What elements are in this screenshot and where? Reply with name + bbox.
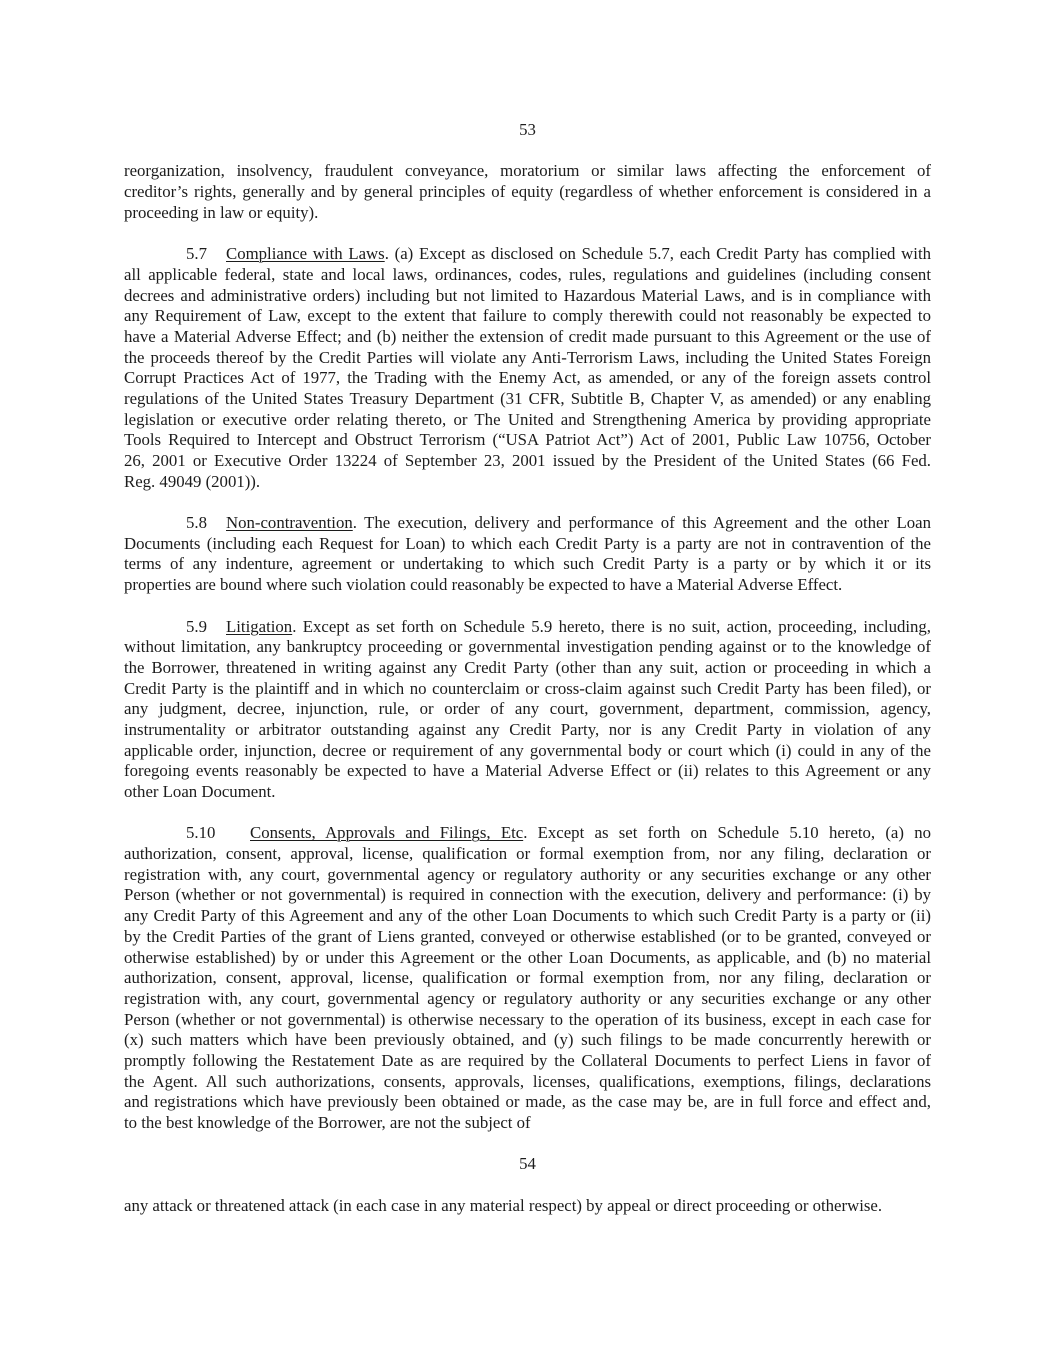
- paragraph-line: terms of any indenture, agreement or undertaking to which such Credit Party is a party or by which it or its: [124, 554, 931, 574]
- paragraph-line: applicable order, injunction, decree or requirement of any governmental body or court which (i) could in any of the: [124, 740, 931, 760]
- spacer: [124, 141, 931, 162]
- spacer: [124, 803, 931, 824]
- paragraph-line: Credit Party is the plaintiff and in which no counterclaim or cross-claim against such Credit Party has been filed), or: [124, 678, 931, 698]
- paragraph-line: Documents (including each Request for Loan) to which each Credit Party is a party are not in contravention of the: [124, 533, 931, 553]
- paragraph-line: Person (whether or not governmental) is required in connection with the execution, delivery and performance: (i) by: [124, 885, 931, 905]
- paragraph-line: otherwise established) by or under this Agreement or the other Loan Documents, as applicable, and (b) no material: [124, 947, 931, 967]
- paragraph-line: any judgment, decree, injunction, rule, or order of any court, government, department, commission, agency,: [124, 699, 931, 719]
- section-5-7: [124, 244, 931, 492]
- intro-paragraph: [124, 161, 931, 223]
- paragraph-line: the Agent. All such authorizations, consents, approvals, licenses, qualifications, exemptions, filings, declarations: [124, 1071, 931, 1091]
- section-heading-line: [124, 823, 931, 844]
- page-number-top: 53: [519, 120, 536, 139]
- paragraph-line: the Borrower, threatened in writing against any Credit Party (other than any suit, action or proceeding in which a: [124, 657, 931, 677]
- paragraph-line: authorization, consent, approval, license, qualification or formal exemption from, nor any filing, declaration or: [124, 844, 931, 864]
- section-number: 5.8: [186, 513, 207, 533]
- paragraph-line: Reg. 49049 (2001)).: [124, 471, 261, 491]
- paragraph-line: other Loan Document.: [124, 782, 276, 801]
- paragraph-text: . (a) Except as disclosed on Schedule 5.7, each Credit Party has complied with: [384, 244, 931, 264]
- paragraph-line: and registrations which have previously been obtained or made, as the case may be, are in full force and effect and,: [124, 1092, 931, 1112]
- paragraph-line: registration with, any court, governmental agency or regulatory authority or any securities exchange or any other: [124, 864, 931, 884]
- paragraph-line: (x) such matters which have been previously obtained, and (y) such filings to be made concurrently herewith or: [124, 1030, 931, 1050]
- paragraph-line: instrumentality or arbitrator outstanding against any Credit Party, nor is any Credit Party in violation of any: [124, 719, 931, 739]
- paragraph-line: regulations of the United States Treasury Department (31 CFR, Subtitle B, Chapter V, as amended) or any enabling: [124, 388, 931, 408]
- section-number: 5.10: [186, 823, 216, 843]
- paragraph-line: creditor’s rights, generally and by general principles of equity (regardless of whether enforcement is considered in a: [124, 182, 931, 202]
- paragraph-line: without limitation, any bankruptcy proceeding or governmental investigation pending against or to the knowledge of: [124, 637, 931, 657]
- paragraph-line: properties are bound where such violation could reasonably be expected to have a Material Adverse Effect.: [124, 575, 843, 595]
- paragraph-line: 26, 2001 or Executive Order 13224 of September 23, 2001 issued by the President of the United States (66 Fed.: [124, 451, 931, 470]
- section-heading-line: [124, 244, 931, 265]
- paragraph-line: proceeding in law or equity).: [124, 202, 319, 222]
- section-title: Litigation: [226, 616, 293, 636]
- spacer: [124, 1175, 931, 1196]
- paragraph-line: any Credit Party of this Agreement and any of the other Loan Documents to which such Credit Party is a party or (ii): [124, 906, 931, 926]
- paragraph-line: foregoing events reasonably be expected to have a Material Adverse Effect or (ii) relates to this Agreement or any: [124, 761, 931, 781]
- paragraph-line: to the best knowledge of the Borrower, are not the subject of: [124, 1113, 531, 1132]
- document-page: [124, 120, 931, 1216]
- section-heading-line: [124, 513, 931, 534]
- paragraph-line: legislation or executive order relating thereto, or The United and Strengthening America by providing appropriate: [124, 409, 931, 429]
- spacer: [124, 596, 931, 617]
- paragraph-line: have a Material Adverse Effect; and (b) neither the extension of credit made pursuant to this Agreement or the use of: [124, 326, 931, 346]
- paragraph-line: Tools Required to Intercept and Obstruct Terrorism (“USA Patriot Act”) Act of 2001, Public Law 10756, October: [124, 430, 931, 450]
- paragraph-line: Person (whether or not governmental) is otherwise necessary to the operation of its business, except in each case for: [124, 1009, 931, 1029]
- paragraph-line: registration with, any court, governmental agency or regulatory authority or any securities exchange or any other: [124, 988, 931, 1008]
- section-title: Non-contravention: [226, 513, 353, 533]
- paragraph-line: reorganization, insolvency, fraudulent conveyance, moratorium or similar laws affecting the enforcement of: [124, 161, 931, 181]
- paragraph-line: the proceeds thereof by the Credit Parties will violate any Anti-Terrorism Laws, including the United States Foreign: [124, 347, 931, 367]
- spacer: [124, 223, 931, 244]
- paragraph-text: . The execution, delivery and performance of this Agreement and the other Loan: [352, 513, 931, 533]
- paragraph-line: decrees and administrative orders) including but not limited to Hazardous Material Laws, and is in compliance with: [124, 285, 931, 305]
- paragraph-line: authorization, consent, approval, license, qualification or formal exemption from, nor any filing, declaration or: [124, 968, 931, 988]
- section-number: 5.9: [186, 616, 207, 636]
- paragraph-line: all applicable federal, state and local laws, ordinances, codes, rules, regulations and guidelines (including consent: [124, 264, 931, 284]
- paragraph-line: any Requirement of Law, except to the extent that failure to comply therewith could not reasonably be expected to: [124, 306, 931, 326]
- section-5-8: [124, 513, 931, 596]
- section-title: Compliance with Laws: [226, 244, 385, 264]
- spacer: [124, 492, 931, 513]
- section-heading-line: [124, 617, 931, 638]
- page-number-bottom: 54: [519, 1154, 536, 1174]
- section-5-10: [124, 823, 931, 1133]
- section-title: Consents, Approvals and Filings, Etc: [250, 823, 524, 843]
- paragraph-line: Corrupt Practices Act of 1977, the Trading with the Enemy Act, as amended, or any of the foreign assets control: [124, 368, 931, 388]
- paragraph-text: . Except as set forth on Schedule 5.10 hereto, (a) no: [523, 823, 931, 843]
- paragraph-line: promptly following the Restatement Date as are required by the Collateral Documents to perfect Liens in favor of: [124, 1050, 931, 1070]
- paragraph-text: . Except as set forth on Schedule 5.9 hereto, there is no suit, action, proceeding, including,: [292, 616, 931, 636]
- section-number: 5.7: [186, 244, 207, 264]
- section-5-9: [124, 617, 931, 803]
- spacer: [124, 1134, 931, 1155]
- paragraph-line: by the Credit Parties of the grant of Liens granted, conveyed or otherwise established (or to be granted, conveyed or: [124, 926, 931, 946]
- continuation-line: any attack or threatened attack (in each case in any material respect) by appeal or direct proceeding or otherwise.: [124, 1195, 883, 1215]
